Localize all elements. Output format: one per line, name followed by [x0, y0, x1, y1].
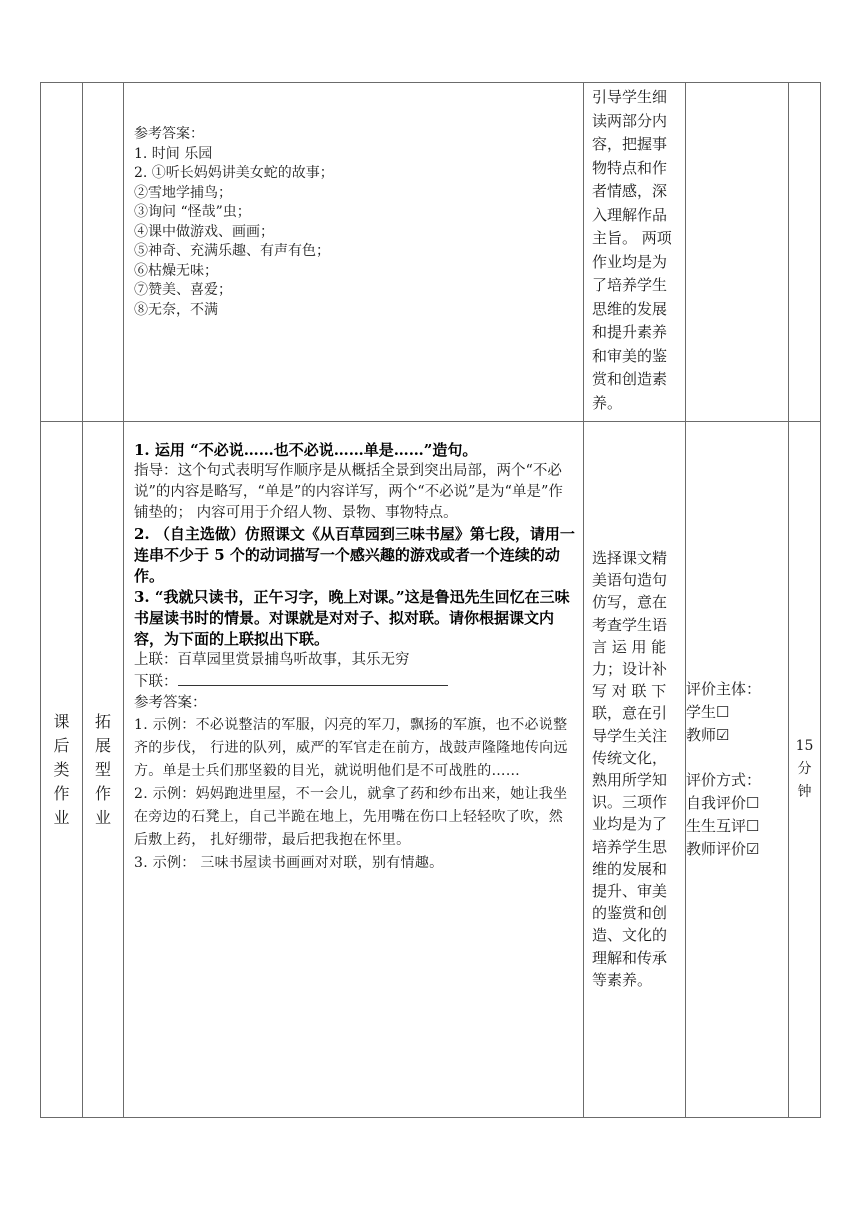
- question-3-title: 3. “我就只读书，正午习字，晚上对课。”这是鲁迅先生回忆在三味书屋读书时的情景。对课就是对对子、拟对联。请你根据课文内容，为下面的上联拟出下联。: [134, 588, 570, 648]
- purpose-line: 提升、审美: [592, 882, 668, 901]
- type-cell: [83, 422, 124, 1118]
- purpose-line: 等素养。: [592, 970, 653, 989]
- type-char: 拓: [94, 711, 111, 731]
- purpose-line: 造、文化的: [592, 926, 668, 945]
- answer-label: 参考答案：: [134, 126, 204, 142]
- type-char: 业: [94, 807, 111, 827]
- purpose-line: 了培养学生: [592, 276, 668, 294]
- answer-item: ③询问 “怪哉”虫；: [134, 204, 251, 220]
- purpose-line: 读两部分内: [592, 111, 668, 130]
- eval-method-teacher: 教师评价☑: [686, 840, 760, 858]
- purpose-line: 理解和传承: [592, 948, 668, 967]
- purpose-line: 美语句造句: [592, 571, 668, 590]
- type-char: 展: [94, 735, 111, 755]
- content-cell: [124, 83, 584, 422]
- purpose-line: 物特点和作: [592, 158, 668, 177]
- answer-item: 1. 时间 乐园: [134, 145, 213, 162]
- purpose-line: 养。: [592, 393, 623, 412]
- time-cell: [789, 422, 821, 1118]
- category-char: 作: [53, 783, 70, 803]
- time-cell-empty: [789, 83, 821, 422]
- category-char: 后: [53, 735, 70, 755]
- eval-method-self: 自我评价☐: [686, 794, 760, 812]
- time-char: 15: [795, 738, 814, 754]
- purpose-line: 容，把握事: [592, 135, 668, 153]
- question-2-title: 2. （自主选做）仿照课文《从百草园到三味书屋》第七段，请用一连串不少于 5 个的动词描写一个感兴趣的游戏或者一个连续的动作。: [134, 525, 575, 585]
- eval-subject-student: 学生☐: [686, 703, 730, 721]
- answer-item: ④课中做游戏、画画；: [134, 223, 274, 240]
- purpose-text: [584, 83, 685, 419]
- answer-label: 参考答案：: [134, 695, 207, 711]
- purpose-line: 和提升素养: [592, 323, 668, 341]
- example-item: 2. 示例：妈妈跑进里屋，不一会儿，就拿了药和纱布出来，她让我坐在旁边的石凳上，自己半跪在地上，先用嘴在伤口上轻轻吹了吹，然后敷上药， 扎好绷带，最后把我抱在怀里。: [134, 786, 568, 848]
- answer-item: ⑥枯燥无味；: [134, 262, 218, 279]
- purpose-line: 导学生关注: [592, 726, 668, 745]
- eval-subject-teacher: 教师☑: [686, 726, 730, 744]
- purpose-line: 赏和创造素: [592, 370, 668, 388]
- category-char: 课: [53, 711, 70, 731]
- example-list: [134, 714, 575, 875]
- eval-method-label: 评价方式：: [686, 771, 762, 789]
- type-char: 型: [94, 759, 111, 779]
- purpose-cell: [584, 83, 686, 422]
- purpose-line: 言 运 用 能: [592, 637, 667, 656]
- table-row-answers: [41, 83, 821, 422]
- purpose-cell: [584, 422, 686, 1118]
- category-label: [41, 710, 82, 830]
- purpose-line: 仿写，意在: [592, 593, 668, 612]
- purpose-line: 传统文化，: [592, 748, 668, 767]
- category-cell-empty: [41, 83, 83, 422]
- purpose-line: 作业均是为: [592, 252, 668, 271]
- time-char: 钟: [797, 784, 812, 800]
- table-row-homework: [41, 422, 821, 1118]
- answer-list: [134, 145, 575, 321]
- purpose-line: 培养学生思: [592, 837, 668, 856]
- evaluation-cell-empty: [686, 83, 789, 422]
- category-cell: [41, 422, 83, 1118]
- purpose-line: 识。三项作: [592, 793, 668, 812]
- category-char: 类: [53, 759, 70, 779]
- type-char: 作: [94, 783, 111, 803]
- purpose-line: 力；设计补: [592, 659, 668, 678]
- time-label: [789, 735, 820, 804]
- homework-table: [40, 82, 821, 1118]
- purpose-line: 写 对 联 下: [592, 682, 667, 701]
- purpose-line: 业均是为了: [592, 815, 668, 834]
- purpose-line: 选择课文精: [592, 548, 668, 567]
- time-char: 分: [797, 761, 812, 777]
- example-item: 1. 示例：不必说整洁的军服，闪亮的军刀，飘扬的军旗，也不必说整齐的步伐， 行进的队列，威严的军官走在前方，战鼓声隆隆地传向远方。单是士兵们那坚毅的目光，就说明他们是不可战胜的……: [134, 717, 568, 779]
- category-char: 业: [53, 807, 70, 827]
- lower-couplet-blank: [178, 671, 448, 686]
- question-1-title: 1. 运用 “不必说……也不必说……单是……”造句。: [134, 441, 478, 459]
- purpose-line: 联，意在引: [592, 704, 668, 723]
- purpose-line: 熟用所学知: [592, 771, 668, 789]
- purpose-line: 者情感，深: [592, 182, 668, 200]
- eval-subject-label: 评价主体：: [686, 680, 762, 698]
- example-item: 3. 示例： 三味书屋读书画画对对联，别有情趣。: [134, 855, 444, 871]
- purpose-line: 引导学生细: [592, 88, 668, 106]
- answer-item: ⑤神奇、充满乐趣、有声有色；: [134, 243, 330, 259]
- purpose-line: 的鉴赏和创: [592, 904, 668, 923]
- answer-item: ⑦赞美、喜爱；: [134, 282, 232, 298]
- question-1-guide: 指导：这个句式表明写作顺序是从概括全景到突出局部，两个“不必说”的内容是略写，“单是”的内容详写，两个“不必说”是为“单是”作铺垫的； 内容可用于介绍人物、景物、事物特点。: [134, 463, 563, 521]
- purpose-line: 考查学生语: [592, 615, 668, 634]
- answer-item: ⑧无奈，不满: [134, 301, 218, 318]
- type-cell-empty: [83, 83, 124, 422]
- purpose-line: 思维的发展: [592, 299, 668, 318]
- eval-method-peer: 生生互评☐: [686, 817, 760, 835]
- purpose-line: 入理解作品: [592, 205, 668, 224]
- content-cell: [124, 422, 584, 1118]
- purpose-line: 和审美的鉴: [592, 346, 668, 365]
- purpose-text: [584, 544, 685, 995]
- answer-item: 2. ①听长妈妈讲美女蛇的故事；: [134, 165, 334, 181]
- evaluation-cell: [686, 422, 789, 1118]
- type-label: [83, 710, 123, 830]
- lower-couplet: [134, 671, 575, 693]
- upper-couplet: 上联：百草园里赏景捕鸟听故事，其乐无穷: [134, 652, 410, 668]
- lower-couplet-label: 下联：: [134, 674, 178, 690]
- purpose-line: 维的发展和: [592, 859, 668, 878]
- purpose-line: 主旨。 两项: [592, 229, 672, 247]
- answer-item: ②雪地学捕鸟；: [134, 184, 232, 201]
